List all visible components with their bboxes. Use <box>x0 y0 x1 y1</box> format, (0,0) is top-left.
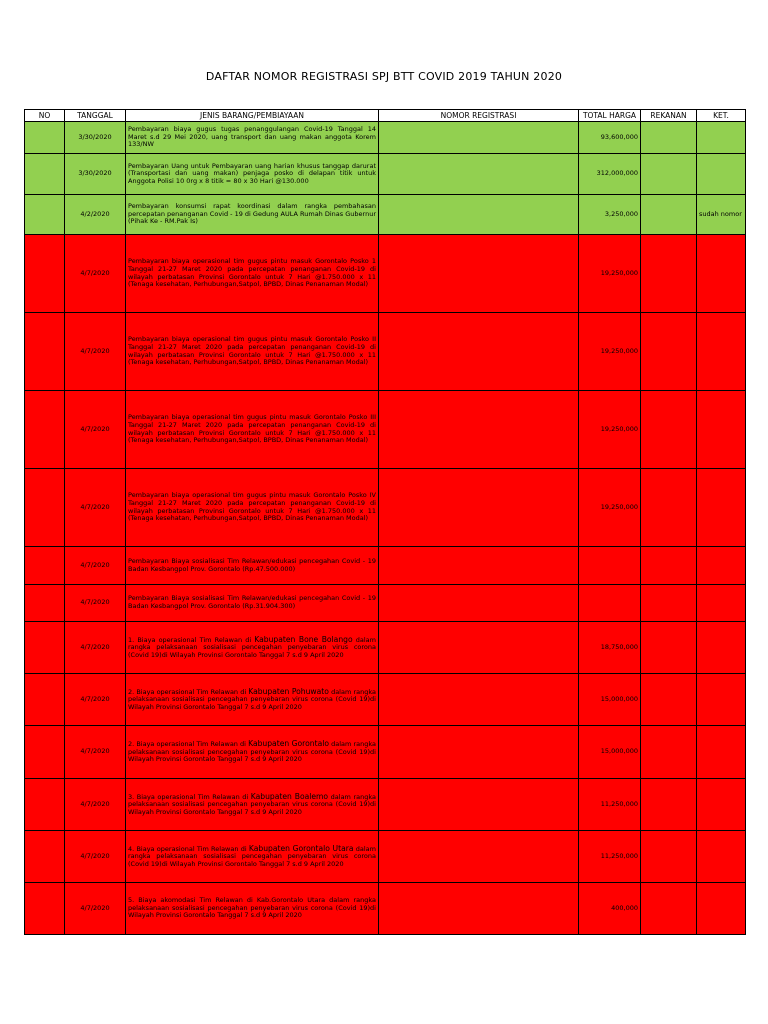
document-title: DAFTAR NOMOR REGISTRASI SPJ BTT COVID 2019 TAHUN 2020 <box>205 70 563 83</box>
kabupaten-name: Kabupaten Boalemo <box>250 791 329 801</box>
cell-jenis <box>126 622 379 674</box>
cell-total-harga: 19,250,000 <box>579 391 641 469</box>
table-row <box>25 585 746 622</box>
cell-no <box>25 831 65 883</box>
cell-ket <box>697 585 746 622</box>
cell-ket <box>697 235 746 313</box>
table-row <box>25 622 746 674</box>
cell-total-harga: 11,250,000 <box>579 779 641 831</box>
desc-text: Pembayaran biaya operasional tim gugus pintu masuk Gorontalo Posko II Tanggal 21-27 Maret 2020 pada percepatan penanganan Covid-19 di wilayah perbatasan Provinsi Gorontalo untuk 7 Hari @1.750.000 x 11 (Tenaga kesehatan, Perhubungan,Satpol, BPBD, Dinas Penanaman Modal) <box>128 335 376 367</box>
cell-no <box>25 122 65 154</box>
cell-nomor-registrasi <box>379 313 579 391</box>
header-jenis: JENIS BARANG/PEMBIAYAAN <box>126 110 379 122</box>
cell-rekanan <box>641 883 697 935</box>
cell-tanggal: 4/2/2020 <box>65 195 126 235</box>
cell-rekanan <box>641 154 697 195</box>
desc-text: dalam rangka pelaksanaan sosialisasi pencegahan penyebaran virus corona (Covid 19)di Wilayah Provinsi Gorontalo Tanggal 7 s.d 9 April 2020 <box>128 687 376 711</box>
cell-no <box>25 674 65 726</box>
cell-no <box>25 585 65 622</box>
cell-no <box>25 235 65 313</box>
cell-ket: sudah nomor <box>697 195 746 235</box>
cell-total-harga: 11,250,000 <box>579 831 641 883</box>
cell-ket <box>697 391 746 469</box>
desc-text: dalam rangka pelaksanaan sosialisasi pencegahan penyebaran virus corona (Covid 19)di Wilayah Provinsi Gorontalo Tanggal 7 s.d 9 April 2020 <box>128 740 376 764</box>
cell-nomor-registrasi <box>379 391 579 469</box>
cell-jenis <box>126 313 379 391</box>
cell-total-harga: 312,000,000 <box>579 154 641 195</box>
cell-ket <box>697 122 746 154</box>
cell-jenis <box>126 831 379 883</box>
table-row <box>25 779 746 831</box>
table-row <box>25 235 746 313</box>
cell-ket <box>697 154 746 195</box>
cell-nomor-registrasi <box>379 547 579 585</box>
desc-text: 2. Biaya operasional Tim Relawan di <box>128 687 249 696</box>
cell-rekanan <box>641 195 697 235</box>
cell-ket <box>697 883 746 935</box>
cell-rekanan <box>641 831 697 883</box>
cell-rekanan <box>641 235 697 313</box>
desc-text: 1. Biaya operasional Tim Relawan di <box>128 635 255 644</box>
desc-text: dalam rangka pelaksanaan sosialisasi pencegahan penyebaran virus corona (Covid 19)di Wilayah Provinsi Gorontalo Tanggal 7 s.d 9 April 2020 <box>128 844 376 868</box>
desc-text: Pembayaran Biaya sosialisasi Tim Relawan/edukasi pencegahan Covid - 19 Badan Kesbangpol Prov. Gorontalo (Rp.47.500.000) <box>128 556 376 573</box>
cell-rekanan <box>641 674 697 726</box>
header-row <box>25 110 746 122</box>
cell-tanggal: 4/7/2020 <box>65 831 126 883</box>
header-nomor-registrasi: NOMOR REGISTRASI <box>379 110 579 122</box>
table-row <box>25 391 746 469</box>
cell-no <box>25 154 65 195</box>
cell-nomor-registrasi <box>379 122 579 154</box>
cell-tanggal: 4/7/2020 <box>65 674 126 726</box>
cell-jenis <box>126 585 379 622</box>
cell-total-harga: 18,750,000 <box>579 622 641 674</box>
cell-tanggal: 4/7/2020 <box>65 622 126 674</box>
cell-ket <box>697 674 746 726</box>
desc-text: dalam rangka pelaksanaan sosialisasi pencegahan penyebaran virus corona (Covid 19)di Wilayah Provinsi Gorontalo Tanggal 7 s.d 9 April 2020 <box>128 635 376 659</box>
cell-total-harga: 15,000,000 <box>579 674 641 726</box>
cell-no <box>25 469 65 547</box>
cell-nomor-registrasi <box>379 154 579 195</box>
desc-text: Pembayaran konsumsi rapat koordinasi dalam rangka pembahasan percepatan penanganan Covid - 19 di Gedung AULA Rumah Dinas Gubernur (Pihak Ke - RM.Pak Is) <box>128 202 376 226</box>
cell-jenis <box>126 469 379 547</box>
table-row <box>25 122 746 154</box>
cell-tanggal: 4/7/2020 <box>65 469 126 547</box>
cell-jenis <box>126 391 379 469</box>
cell-rekanan <box>641 469 697 547</box>
cell-total-harga: 19,250,000 <box>579 235 641 313</box>
cell-nomor-registrasi <box>379 622 579 674</box>
cell-no <box>25 726 65 779</box>
cell-jenis <box>126 883 379 935</box>
cell-nomor-registrasi <box>379 674 579 726</box>
table-row <box>25 547 746 585</box>
cell-tanggal: 4/7/2020 <box>65 235 126 313</box>
cell-ket <box>697 831 746 883</box>
cell-jenis <box>126 726 379 779</box>
desc-text: 3. Biaya operasional Tim Relawan di <box>128 792 251 801</box>
cell-jenis <box>126 154 379 195</box>
cell-ket <box>697 313 746 391</box>
table-row <box>25 154 746 195</box>
cell-rekanan <box>641 391 697 469</box>
cell-ket <box>697 726 746 779</box>
cell-no <box>25 622 65 674</box>
cell-total-harga: 15,000,000 <box>579 726 641 779</box>
cell-no <box>25 883 65 935</box>
cell-nomor-registrasi <box>379 585 579 622</box>
table-row <box>25 831 746 883</box>
cell-total-harga: 93,600,000 <box>579 122 641 154</box>
cell-nomor-registrasi <box>379 235 579 313</box>
header-tanggal: TANGGAL <box>65 110 126 122</box>
table-row <box>25 726 746 779</box>
cell-rekanan <box>641 585 697 622</box>
cell-rekanan <box>641 122 697 154</box>
header-total-harga: TOTAL HARGA <box>579 110 641 122</box>
cell-rekanan <box>641 313 697 391</box>
cell-tanggal: 4/7/2020 <box>65 313 126 391</box>
cell-no <box>25 779 65 831</box>
cell-tanggal: 4/7/2020 <box>65 726 126 779</box>
cell-ket <box>697 622 746 674</box>
desc-text: Pembayaran biaya operasional tim gugus pintu masuk Gorontalo Posko IV Tanggal 21-27 Maret 2020 pada percepatan penanganan Covid-19 di wilayah perbatasan Provinsi Gorontalo untuk 7 Hari @1.750.000 x 11 (Tenaga kesehatan, Perhubungan,Satpol, BPBD, Dinas Penanaman Modal) <box>128 491 376 523</box>
cell-jenis <box>126 195 379 235</box>
kabupaten-name: Kabupaten Gorontalo <box>248 739 329 749</box>
cell-nomor-registrasi <box>379 779 579 831</box>
cell-total-harga: 19,250,000 <box>579 469 641 547</box>
table-row <box>25 195 746 235</box>
cell-no <box>25 391 65 469</box>
cell-jenis <box>126 547 379 585</box>
table-row <box>25 469 746 547</box>
cell-no <box>25 313 65 391</box>
cell-total-harga: 3,250,000 <box>579 195 641 235</box>
cell-total-harga: 400,000 <box>579 883 641 935</box>
header-rekanan: REKANAN <box>641 110 697 122</box>
cell-nomor-registrasi <box>379 831 579 883</box>
cell-nomor-registrasi <box>379 883 579 935</box>
table-body <box>25 122 746 935</box>
cell-total-harga <box>579 585 641 622</box>
cell-tanggal: 4/7/2020 <box>65 547 126 585</box>
cell-nomor-registrasi <box>379 195 579 235</box>
cell-rekanan <box>641 726 697 779</box>
desc-text: Pembayaran Biaya sosialisasi Tim Relawan/edukasi pencegahan Covid - 19 Badan Kesbangpol Prov. Gorontalo (Rp.31.904.300) <box>128 594 376 610</box>
cell-total-harga: 19,250,000 <box>579 313 641 391</box>
header-ket: KET. <box>697 110 746 122</box>
cell-jenis <box>126 674 379 726</box>
cell-tanggal: 4/7/2020 <box>65 585 126 622</box>
desc-text: 5. Biaya akomodasi Tim Relawan di Kab.Gorontalo Utara dalam rangka pelaksanaan sosialisasi pencegahan penyebaran virus corona (Covid 19)di Wilayah Provinsi Gorontalo Tanggal 7 s.d 9 April 2020 <box>128 896 376 920</box>
cell-tanggal: 4/7/2020 <box>65 883 126 935</box>
cell-ket <box>697 547 746 585</box>
kabupaten-name: Kabupaten Gorontalo Utara <box>248 843 354 853</box>
cell-tanggal: 4/7/2020 <box>65 779 126 831</box>
cell-jenis <box>126 122 379 154</box>
kabupaten-name: Kabupaten Pohuwato <box>248 686 329 696</box>
cell-jenis <box>126 779 379 831</box>
cell-rekanan <box>641 779 697 831</box>
cell-tanggal: 3/30/2020 <box>65 122 126 154</box>
desc-text: 2. Biaya operasional Tim Relawan di <box>128 740 249 749</box>
table-row <box>25 883 746 935</box>
registration-table <box>24 109 746 935</box>
desc-text: Pembayaran Uang untuk Pembayaran uang harian khusus tanggap darurat (Transportasi dan uang makan) penjaga posko di delapan titik untuk Anggota Polisi 10 0rg x 8 titik = 80 x 30 Hari @130.000 <box>128 161 376 185</box>
cell-rekanan <box>641 547 697 585</box>
desc-text: 4. Biaya operasional Tim Relawan di <box>128 844 249 853</box>
cell-ket <box>697 469 746 547</box>
cell-tanggal: 4/7/2020 <box>65 391 126 469</box>
cell-no <box>25 547 65 585</box>
desc-text: Pembayaran biaya operasional tim gugus pintu masuk Gorontalo Posko 1 Tanggal 21-27 Maret 2020 pada percepatan penanganan Covid-19 di wilayah perbatasan Provinsi Gorontalo untuk 7 Hari @1.750.000 x 11 (Tenaga kesehatan, Perhubungan,Satpol, BPBD, Dinas Penanaman Modal) <box>128 257 376 289</box>
cell-nomor-registrasi <box>379 726 579 779</box>
table-row <box>25 313 746 391</box>
kabupaten-name: Kabupaten Bone Bolango <box>254 634 353 644</box>
cell-ket <box>697 779 746 831</box>
cell-rekanan <box>641 622 697 674</box>
cell-nomor-registrasi <box>379 469 579 547</box>
desc-text: Pembayaran biaya operasional tim gugus pintu masuk Gorontalo Posko III Tanggal 21-27 Maret 2020 pada percepatan penanganan Covid-19 di wilayah perbatasan Provinsi Gorontalo untuk 7 Hari @1.750.000 x 11 (Tenaga kesehatan, Perhubungan,Satpol, BPBD, Dinas Penanaman Modal) <box>128 413 376 445</box>
desc-text: dalam rangka pelaksanaan sosialisasi pencegahan penyebaran virus corona (Covid 19)di Wilayah Provinsi Gorontalo Tanggal 7 s.d 9 April 2020 <box>128 792 376 816</box>
cell-no <box>25 195 65 235</box>
cell-total-harga <box>579 547 641 585</box>
cell-tanggal: 3/30/2020 <box>65 154 126 195</box>
cell-jenis <box>126 235 379 313</box>
desc-text: Pembayaran biaya gugus tugas penanggulangan Covid-19 Tanggal 14 Maret s.d 29 Mei 2020, uang transport dan uang makan anggota Korem 133/NW <box>128 125 376 149</box>
table-row <box>25 674 746 726</box>
header-no: NO <box>25 110 65 122</box>
